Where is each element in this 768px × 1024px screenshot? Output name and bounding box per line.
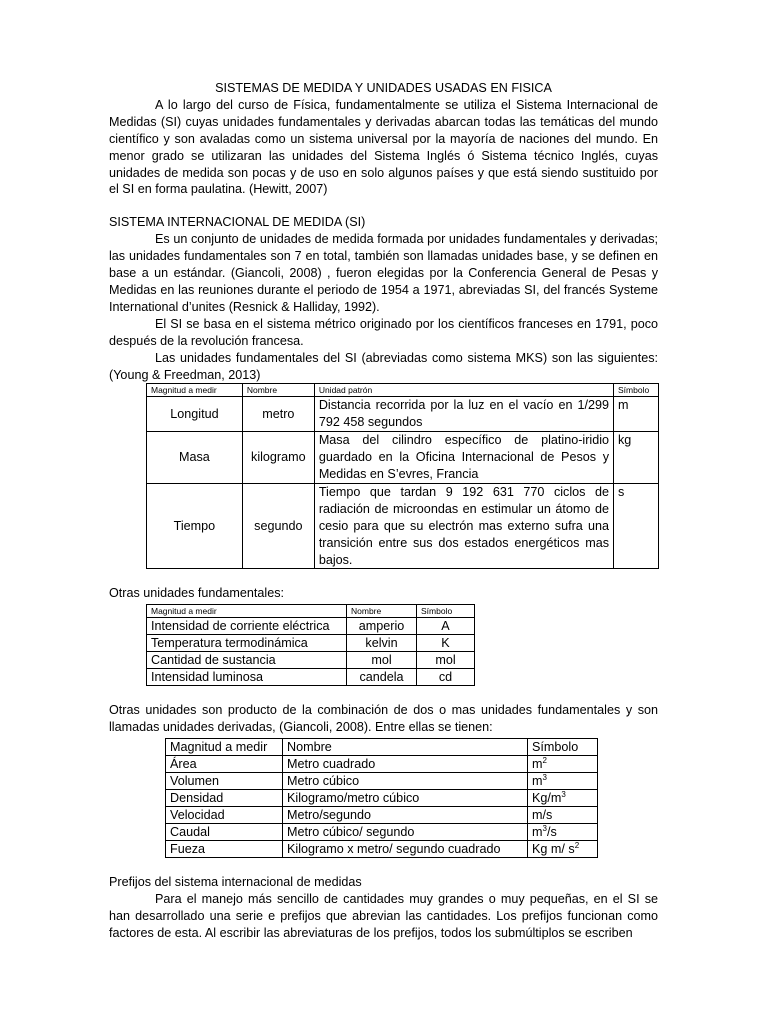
column-header: Nombre [242,384,314,397]
table-row [166,824,598,841]
table-cell: Cantidad de sustancia [147,652,347,669]
other-fundamental-units-table [146,604,475,686]
table-cell: Distancia recorrida por la luz en el vacío en 1/299 792 458 segundos [314,397,613,432]
unit-symbol: m [532,774,543,789]
table-cell: candela [347,669,417,686]
table-cell: Metro cúbico [283,773,528,790]
other-units-heading: Otras unidades fundamentales: [109,586,285,601]
table-header-row [166,739,598,756]
table-cell: mol [417,652,475,669]
table-row [147,483,659,569]
unit-symbol: m [532,757,543,772]
column-header: Magnitud a medir [147,605,347,618]
table-row [147,652,475,669]
table-cell: Área [166,756,283,773]
table-cell: Kilogramo x metro/ segundo cuadrado [283,841,528,858]
table-cell: amperio [347,618,417,635]
table-cell: cd [417,669,475,686]
column-header: Símbolo [614,384,659,397]
table-cell: Tiempo que tardan 9 192 631 770 ciclos de radiación de microondas en estimular un átomo de cesio para que su electrón mas externo sufra una transición entre sus dos estados energéticos mas bajos. [314,483,613,569]
table-row [166,773,598,790]
table-row [166,790,598,807]
table-cell [528,790,598,807]
table-cell: A [417,618,475,635]
unit-symbol: m/s [532,808,553,823]
prefixes-heading: Prefijos del sistema internacional de medidas [109,875,362,890]
table-cell: Masa del cilindro específico de platino-iridio guardado en la Oficina Internacional de Pesos y Medidas en S’evres, Francia [314,432,613,484]
table-cell [528,773,598,790]
table-row [166,807,598,824]
table-cell: Volumen [166,773,283,790]
table-cell: s [614,483,659,569]
derived-units-table [165,738,598,858]
document-title: SISTEMAS DE MEDIDA Y UNIDADES USADAS EN FISICA [215,81,552,95]
table-cell: segundo [242,483,314,569]
table-cell: Metro cúbico/ segundo [283,824,528,841]
table-header-row [147,605,475,618]
table-cell: K [417,635,475,652]
column-header: Nombre [283,739,528,756]
document-body [109,80,658,942]
unit-symbol: Kg/m [532,791,562,806]
unit-exponent: 3 [542,773,547,783]
column-header: Magnitud a medir [166,739,283,756]
table-header-row [147,384,659,397]
si-heading: SISTEMA INTERNACIONAL DE MEDIDA (SI) [109,215,366,230]
unit-exponent: 2 [542,756,547,766]
table-row [166,756,598,773]
table-cell [528,841,598,858]
table-cell [528,756,598,773]
unit-symbol: Kg m/ s [532,842,575,857]
table-cell [528,824,598,841]
table-row [147,669,475,686]
si-paragraph-3: Las unidades fundamentales del SI (abreviadas como sistema MKS) son las siguientes: (Young & Freedman, 2013) [109,350,658,382]
table-cell: Metro/segundo [283,807,528,824]
table-cell: Temperatura termodinámica [147,635,347,652]
table-row [147,635,475,652]
si-paragraph-2: El SI se basa en el sistema métrico originado por los científicos franceses en 1791, poco después de la revolución francesa. [109,316,658,348]
prefixes-paragraph: Para el manejo más sencillo de cantidades muy grandes o muy pequeñas, en el SI se han desarrollado una serie e prefijos que abrevian las cantidades. Los prefijos funcionan como factores de esta. Al escribir las abreviaturas de los prefijos, todos los submúltiplos se escriben [109,892,658,940]
table-cell: Intensidad luminosa [147,669,347,686]
unit-symbol: m [532,825,543,840]
column-header: Símbolo [528,739,598,756]
derived-units-paragraph: Otras unidades son producto de la combinación de dos o mas unidades fundamentales y son llamadas unidades derivadas, (Giancoli, 2008). Entre ellas se tienen: [109,703,658,735]
unit-exponent: 2 [574,841,580,851]
table-cell: Kilogramo/metro cúbico [283,790,528,807]
unit-exponent: 3 [561,790,566,800]
table-cell: mol [347,652,417,669]
table-cell: m [614,397,659,432]
table-cell: Longitud [147,397,243,432]
column-header: Nombre [347,605,417,618]
fundamental-units-table [146,383,659,569]
table-row [147,397,659,432]
table-cell: metro [242,397,314,432]
table-cell: kg [614,432,659,484]
table-cell: Tiempo [147,483,243,569]
table-cell: Metro cuadrado [283,756,528,773]
table-row [147,618,475,635]
column-header: Magnitud a medir [147,384,243,397]
table-cell: kilogramo [242,432,314,484]
table-cell: Densidad [166,790,283,807]
table-cell: Caudal [166,824,283,841]
unit-suffix: /s [546,825,557,840]
column-header: Unidad patrón [314,384,613,397]
intro-paragraph: A lo largo del curso de Física, fundamentalmente se utiliza el Sistema Internacional de Medidas (SI) cuyas unidades fundamentales y derivadas abarcan todas las temáticas del mundo científico y son avaladas como un sistema universal por la mayoría de naciones del mundo. En menor grado se utilizaran las unidades del Sistema Inglés ó Sistema técnico Inglés, cuyas unidades de medida son pocas y de uso en solo algunos países y que está siendo sustituido por el SI en forma paulatina. (Hewitt, 2007) [109,97,658,197]
table-cell: Masa [147,432,243,484]
table-cell: Velocidad [166,807,283,824]
table-cell: Fueza [166,841,283,858]
column-header: Símbolo [417,605,475,618]
table-cell [528,807,598,824]
table-row [166,841,598,858]
table-cell: kelvin [347,635,417,652]
unit-exponent: 3 [542,824,547,834]
table-cell: Intensidad de corriente eléctrica [147,618,347,635]
si-paragraph-1: Es un conjunto de unidades de medida formada por unidades fundamentales y derivadas; las unidades fundamentales son 7 en total, también son llamadas unidades base, y se definen en base a un estándar. (Giancoli, 2008) , fueron elegidas por la Conferencia General de Pesas y Medidas en las reuniones durante el periodo de 1954 a 1971, abreviadas SI, del francés Systeme International d’unites (Resnick & Halliday, 1992). [109,232,658,314]
table-row [147,432,659,484]
